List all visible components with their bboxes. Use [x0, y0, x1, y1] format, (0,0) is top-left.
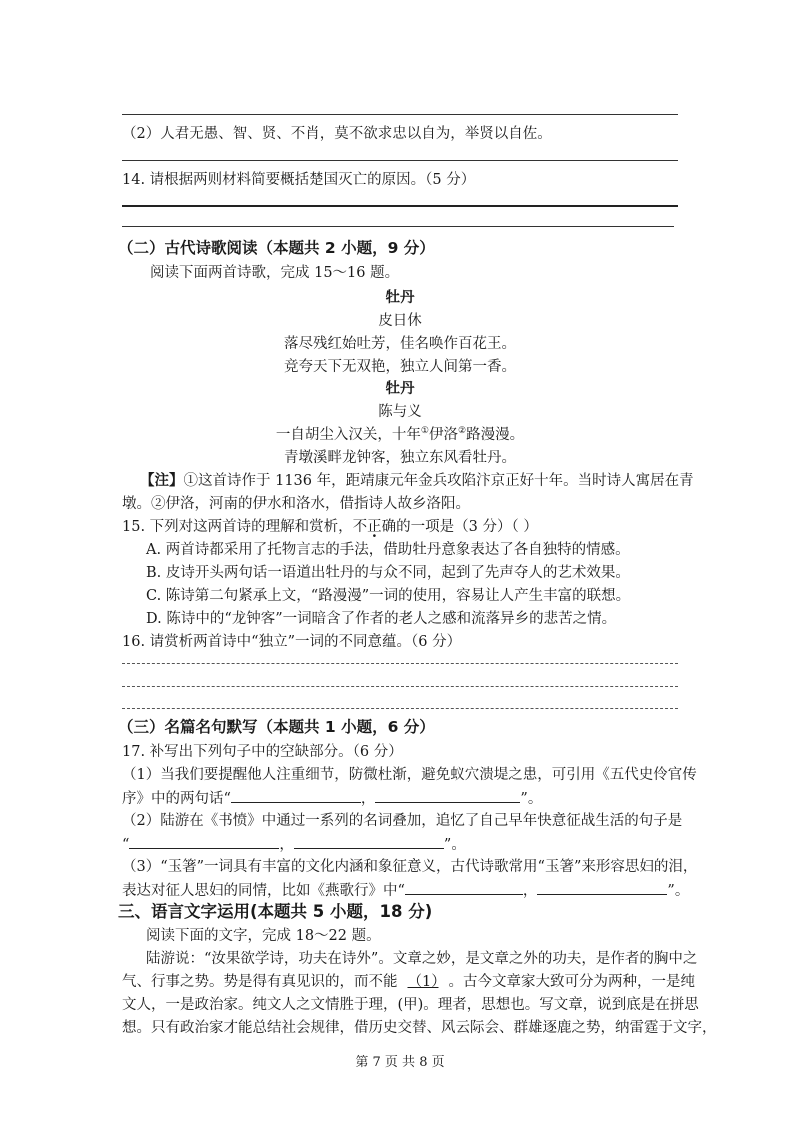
answer-line [122, 686, 678, 687]
question-14: 14. 请根据两则材料简要概括楚国灭亡的原因。（5 分） [122, 172, 476, 188]
poem-2-author: 陈与义 [378, 404, 422, 420]
answer-line [122, 160, 678, 161]
poem-note-cont: 墩。②伊洛，河南的伊水和洛水，借指诗人故乡洛阳。 [122, 496, 470, 512]
option-b: B. 皮诗开头两句话一语道出牡丹的与众不同，起到了先声夺人的艺术效果。 [146, 565, 630, 581]
answer-line [122, 205, 678, 207]
section-2-title: （二）古代诗歌阅读（本题共 2 小题，9 分） [118, 239, 435, 257]
footnote-marker: ① [420, 426, 429, 437]
passage-line: 文人，一是政治家。纯文人之文情胜于理，(甲)。理者，思想也。写文章，说到底是在拼思 [122, 997, 699, 1013]
q13-part2: （2）人君无愚、智、贤、不肖，莫不欲求忠以自为，举贤以自佐。 [122, 126, 552, 142]
answer-line [122, 114, 678, 115]
passage-line: 想。只有政治家才能总结社会规律，借历史交替、风云际会、群雄逐鹿之势，纳雷霆于文字， [122, 1020, 717, 1036]
q17-part1-cont: 序》中的两句话“ ， ”。 [122, 788, 542, 809]
fill-blank[interactable] [129, 834, 279, 849]
fill-blank[interactable] [231, 788, 361, 803]
option-c: C. 陈诗第二句紧承上文，“路漫漫”一词的使用，容易让人产生丰富的联想。 [146, 588, 631, 604]
option-d: D. 陈诗中的“龙钟客”一词暗含了作者的老人之感和流落异乡的悲苦之情。 [146, 611, 617, 627]
part-3-intro: 阅读下面的文字，完成 18～22 题。 [146, 928, 381, 944]
passage-line: 气、行事之势。势是得有真见识的，而不能 （1） 。古今文章家大致可分为两种，一是纯 [122, 974, 695, 990]
fill-blank[interactable] [375, 788, 520, 803]
note-label: 【注】 [140, 472, 184, 489]
answer-line [122, 663, 678, 664]
footnote-marker: ② [458, 426, 467, 437]
emphasis-text: 不正确 [352, 519, 397, 535]
section-3-title: （三）名篇名句默写（本题共 1 小题，6 分） [118, 718, 435, 736]
q17-part3: （3）“玉箸”一词具有丰富的文化内涵和象征意义，古代诗歌常用“玉箸”来形容思妇的泪， [122, 859, 698, 875]
q17-part1: （1）当我们要提醒他人注重细节，防微杜渐，避免蚁穴溃堤之患，可引用《五代史伶官传 [122, 767, 697, 783]
passage-line: 陆游说：“汝果欲学诗，功夫在诗外”。文章之妙，是文章之外的功夫，是作者的胸中之 [146, 951, 698, 967]
option-a: A. 两首诗都采用了托物言志的手法，借助牡丹意象表达了各自独特的情感。 [146, 542, 630, 558]
q17-part2-cont: “ ， ”。 [122, 834, 466, 855]
question-16: 16. 请赏析两首诗中“独立”一词的不同意蕴。（6 分） [122, 634, 462, 650]
poem-2-title: 牡丹 [385, 380, 415, 397]
poem-2-line: 青墩溪畔龙钟客，独立东风看牡丹。 [284, 450, 516, 466]
question-15: 15. 下列对这两首诗的理解和赏析，不正确的一项是（3 分）（ ） [122, 519, 538, 535]
q17-part2: （2）陆游在《书愤》中通过一系列的名词叠加，追忆了自己早年快意征战生活的句子是 [122, 813, 683, 829]
fill-blank[interactable] [294, 834, 444, 849]
fill-blank[interactable] [537, 880, 667, 895]
fill-blank[interactable] [405, 880, 523, 895]
page-footer: 第 7 页 共 8 页 [355, 1055, 445, 1070]
poem-1-title: 牡丹 [385, 289, 415, 306]
answer-line [122, 226, 674, 227]
poem-1-line: 竞夸天下无双艳，独立人间第一香。 [284, 359, 516, 375]
blank-marker: （1） [407, 974, 439, 990]
poem-1-author: 皮日休 [378, 313, 422, 329]
part-3-title: 三、语言文字运用(本题共 5 小题，18 分) [118, 902, 433, 921]
question-17: 17. 补写出下列句子中的空缺部分。（6 分） [122, 744, 403, 760]
poem-1-line: 落尽残红始吐芳，佳名唤作百花王。 [284, 336, 516, 352]
poem-note: 【注】①这首诗作于 1136 年，距靖康元年金兵攻陷汴京正好十年。当时诗人寓居在青 [140, 472, 694, 489]
answer-line [122, 708, 678, 709]
q17-part3-cont: 表达对征人思妇的同情，比如《燕歌行》中“ ， ”。 [122, 880, 689, 901]
poem-2-line: 一自胡尘入汉关，十年①伊洛②路漫漫。 [275, 426, 525, 443]
section-2-intro: 阅读下面两首诗歌，完成 15～16 题。 [150, 265, 400, 281]
